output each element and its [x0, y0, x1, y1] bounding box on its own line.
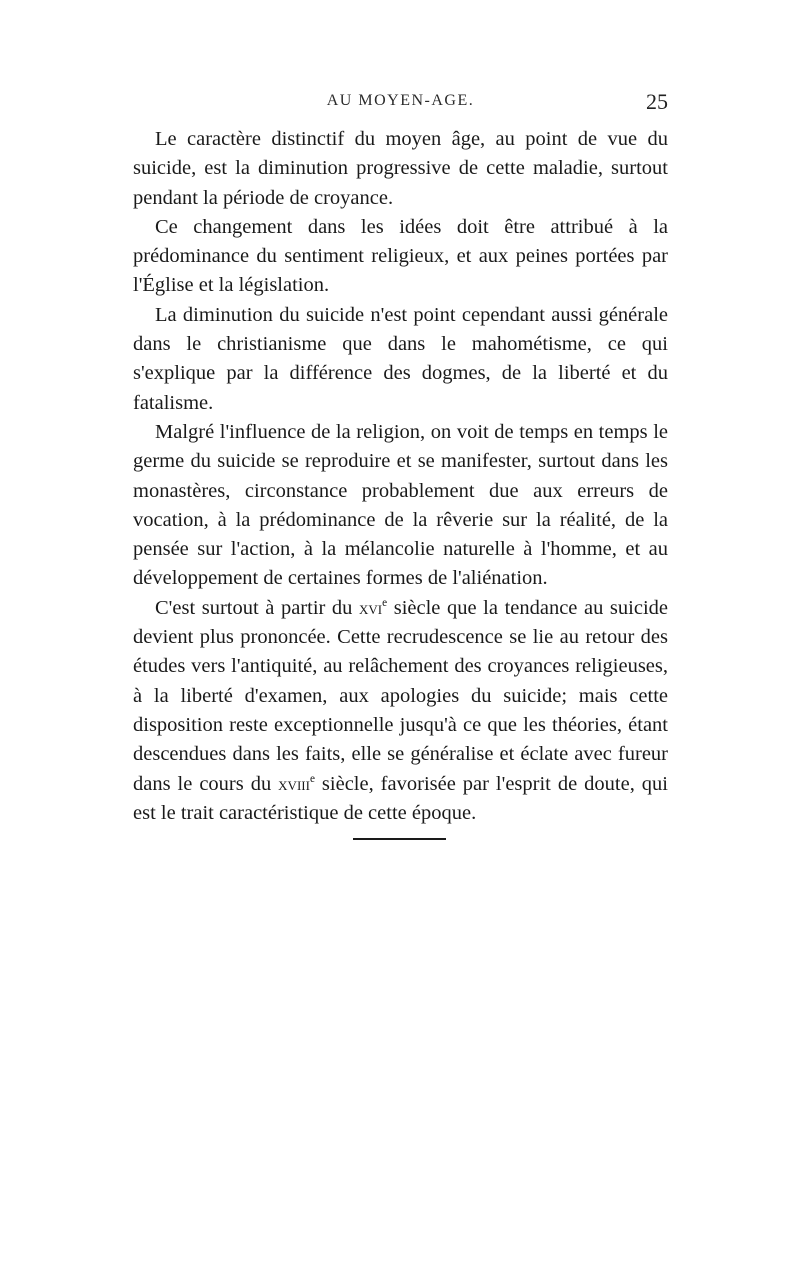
page-number: 25	[646, 89, 668, 114]
body-text	[133, 125, 668, 828]
century-numeral-18: xviii	[278, 773, 310, 795]
paragraph-1: Le caractère distinctif du moyen âge, au point de vue du suicide, est la diminution progressive de cette maladie, surtout pendant la période de croyance.	[133, 128, 668, 209]
paragraph-4: Malgré l'influence de la religion, on voit de temps en temps le germe du suicide se reproduire et se manifester, surtout dans les monastères, circonstance probablement due aux erreurs de vocation, à la prédominance de la rêverie sur la réalité, de la pensée sur l'action, à la mélancolie naturelle à l'homme, et au développement de certaines formes de l'aliénation.	[133, 420, 668, 590]
section-end-rule	[353, 838, 446, 840]
paragraph-5	[133, 594, 668, 828]
paragraph-3: La diminution du suicide n'est point cependant aussi générale dans le christianisme que dans le mahométisme, ce qui s'explique par la différence des dogmes, de la liberté et du fatalisme.	[133, 303, 668, 414]
paragraph-5-part-2: siècle que la tendance au suicide devient plus prononcée. Cette recrudescence se lie au retour des études vers l'antiquité, au relâchement des croyances religieuses, à la liberté d'examen, aux apologies du suicide; mais cette disposition reste exceptionnelle jusqu'à ce que les théories, étant descendues dans les faits, elle se généralise et éclate avec fureur dans le cours du	[133, 596, 669, 795]
running-title: AU MOYEN-AGE.	[326, 92, 475, 109]
paragraph-5-part-3: siècle, favorisée par l'esprit de doute, qui est le trait caractéristique de cette époque.	[133, 772, 668, 824]
century-numeral-16: xvi	[359, 597, 383, 619]
century-ordinal-suffix-16: e	[382, 596, 388, 609]
paragraph-2: Ce changement dans les idées doit être attribué à la prédominance du sentiment religieux, et aux peines portées par l'Église et la législation.	[133, 215, 668, 297]
running-head	[133, 89, 668, 116]
century-ordinal-suffix-18: e	[309, 772, 315, 785]
paragraph-5-part-1: C'est surtout à partir du	[155, 596, 360, 619]
